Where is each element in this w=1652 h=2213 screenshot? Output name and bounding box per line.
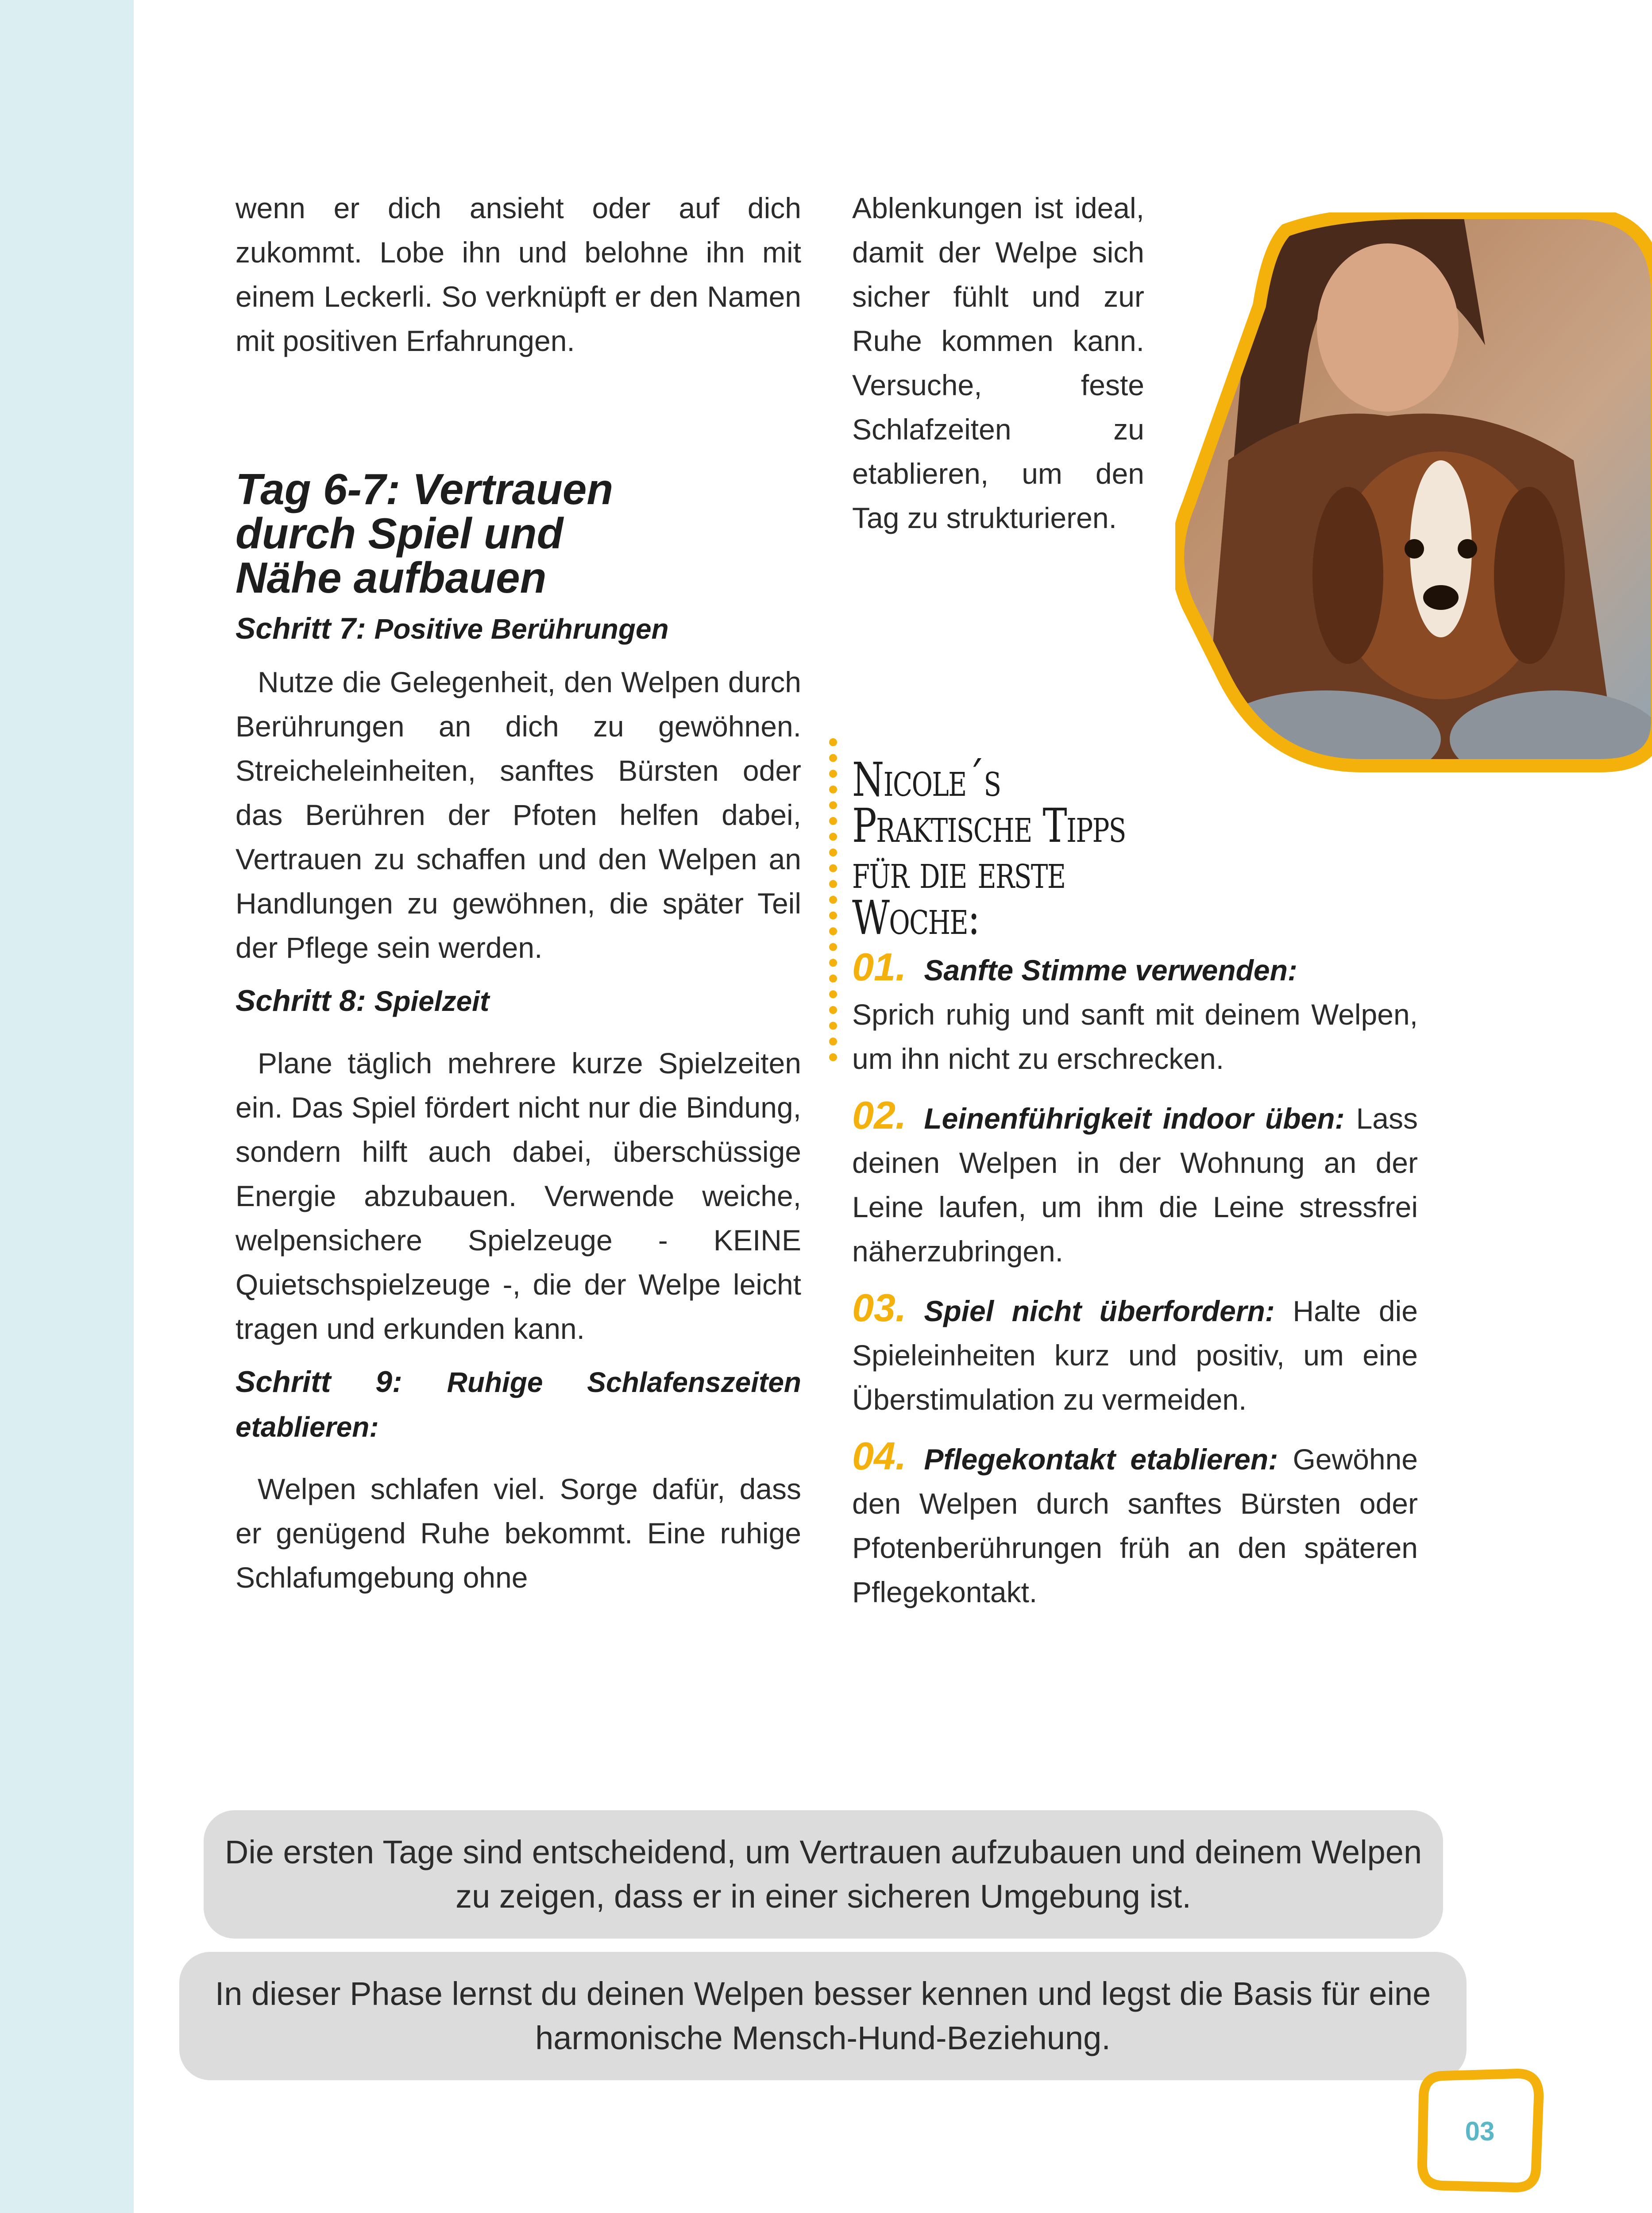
step-paragraph: Welpen schlafen viel. Sorge dafür, dass er genügend Ruhe bekommt. Eine ruhige Schlafumgebung ohne bbox=[235, 1473, 801, 1594]
callout-box bbox=[204, 1810, 1443, 1939]
continued-paragraph: Ablenkungen ist ideal, damit der Welpe sich sicher fühlt und zur Ruhe kommen kann. Versuche, feste Schlafzeiten zu etablieren, um den Tag zu strukturieren. bbox=[852, 192, 1144, 534]
woman-with-puppy-photo bbox=[1175, 212, 1652, 775]
dotted-divider bbox=[829, 738, 837, 1061]
step-title: Schritt 9: Ruhige Schlafenszeiten etablieren: bbox=[235, 1365, 801, 1443]
callout-text: In dieser Phase lernst du deinen Welpen besser kennen und legst die Basis für eine harmonische Mensch-Hund-Beziehung. bbox=[215, 1975, 1431, 2056]
page-number: 03 bbox=[1465, 2116, 1495, 2146]
middle-column bbox=[852, 186, 1144, 540]
heading-line: durch Spiel und bbox=[235, 509, 564, 558]
section-heading bbox=[235, 467, 801, 600]
left-column bbox=[235, 186, 801, 1600]
step-paragraph: Plane täglich mehrere kurze Spielzeiten ein. Das Spiel fördert nicht nur die Bindung, sondern hilft auch dabei, überschüssige Energie abzubauen. Verwende weiche, welpensichere Spielzeuge - KEINE Quietschspielzeuge -, die der Welpe leicht tragen und erkunden kann. bbox=[235, 1047, 801, 1345]
tips-list bbox=[852, 945, 1418, 1627]
step-title: Schritt 8: Spielzeit bbox=[235, 984, 490, 1018]
tip-item: 04. Pflegekontakt etablieren: Gewöhne den Welpen durch sanftes Bürsten oder Pfotenberührungen früh an den späteren Pflegekontakt. bbox=[852, 1434, 1418, 1608]
step-title: Schritt 7: Positive Berührungen bbox=[235, 612, 669, 645]
tip-item: 03. Spiel nicht überfordern: Halte die Spieleinheiten kurz und positiv, um eine Überstimulation zu vermeiden. bbox=[852, 1286, 1418, 1416]
intro-paragraph: wenn er dich ansieht oder auf dich zukommt. Lobe ihn und belohne ihn mit einem Leckerli. So verknüpft er den Namen mit positiven Erfahrungen. bbox=[235, 192, 801, 357]
tip-item: 02. Leinenführigkeit indoor üben: Lass deinen Welpen in der Wohnung an der Leine laufen, um ihm die Leine stressfrei näherzubringen. bbox=[852, 1093, 1418, 1268]
heading-line: Nähe aufbauen bbox=[235, 553, 547, 602]
tips-title: Nicole´s Praktische Tipps für die erste Woche: bbox=[852, 752, 1126, 945]
tip-item: 01. Sanfte Stimme verwenden: Sprich ruhig und sanft mit deinem Welpen, um ihn nicht zu erschrecken. bbox=[852, 945, 1418, 1075]
step-paragraph: Nutze die Gelegenheit, den Welpen durch Berührungen an dich zu gewöhnen. Streicheleinheiten, sanftes Bürsten oder das Berühren der Pfoten helfen dabei, Vertrauen zu schaffen und den Welpen an Handlungen zu gewöhnen, die später Teil der Pflege sein werden. bbox=[235, 666, 801, 964]
heading-line: Tag 6-7: Vertrauen bbox=[235, 465, 614, 513]
side-color-band bbox=[0, 0, 134, 2213]
callout-box bbox=[179, 1952, 1467, 2080]
callout-text: Die ersten Tage sind entscheidend, um Vertrauen aufzubauen und deinem Welpen zu zeigen, dass er in einer sicheren Umgebung ist. bbox=[224, 1834, 1422, 1915]
